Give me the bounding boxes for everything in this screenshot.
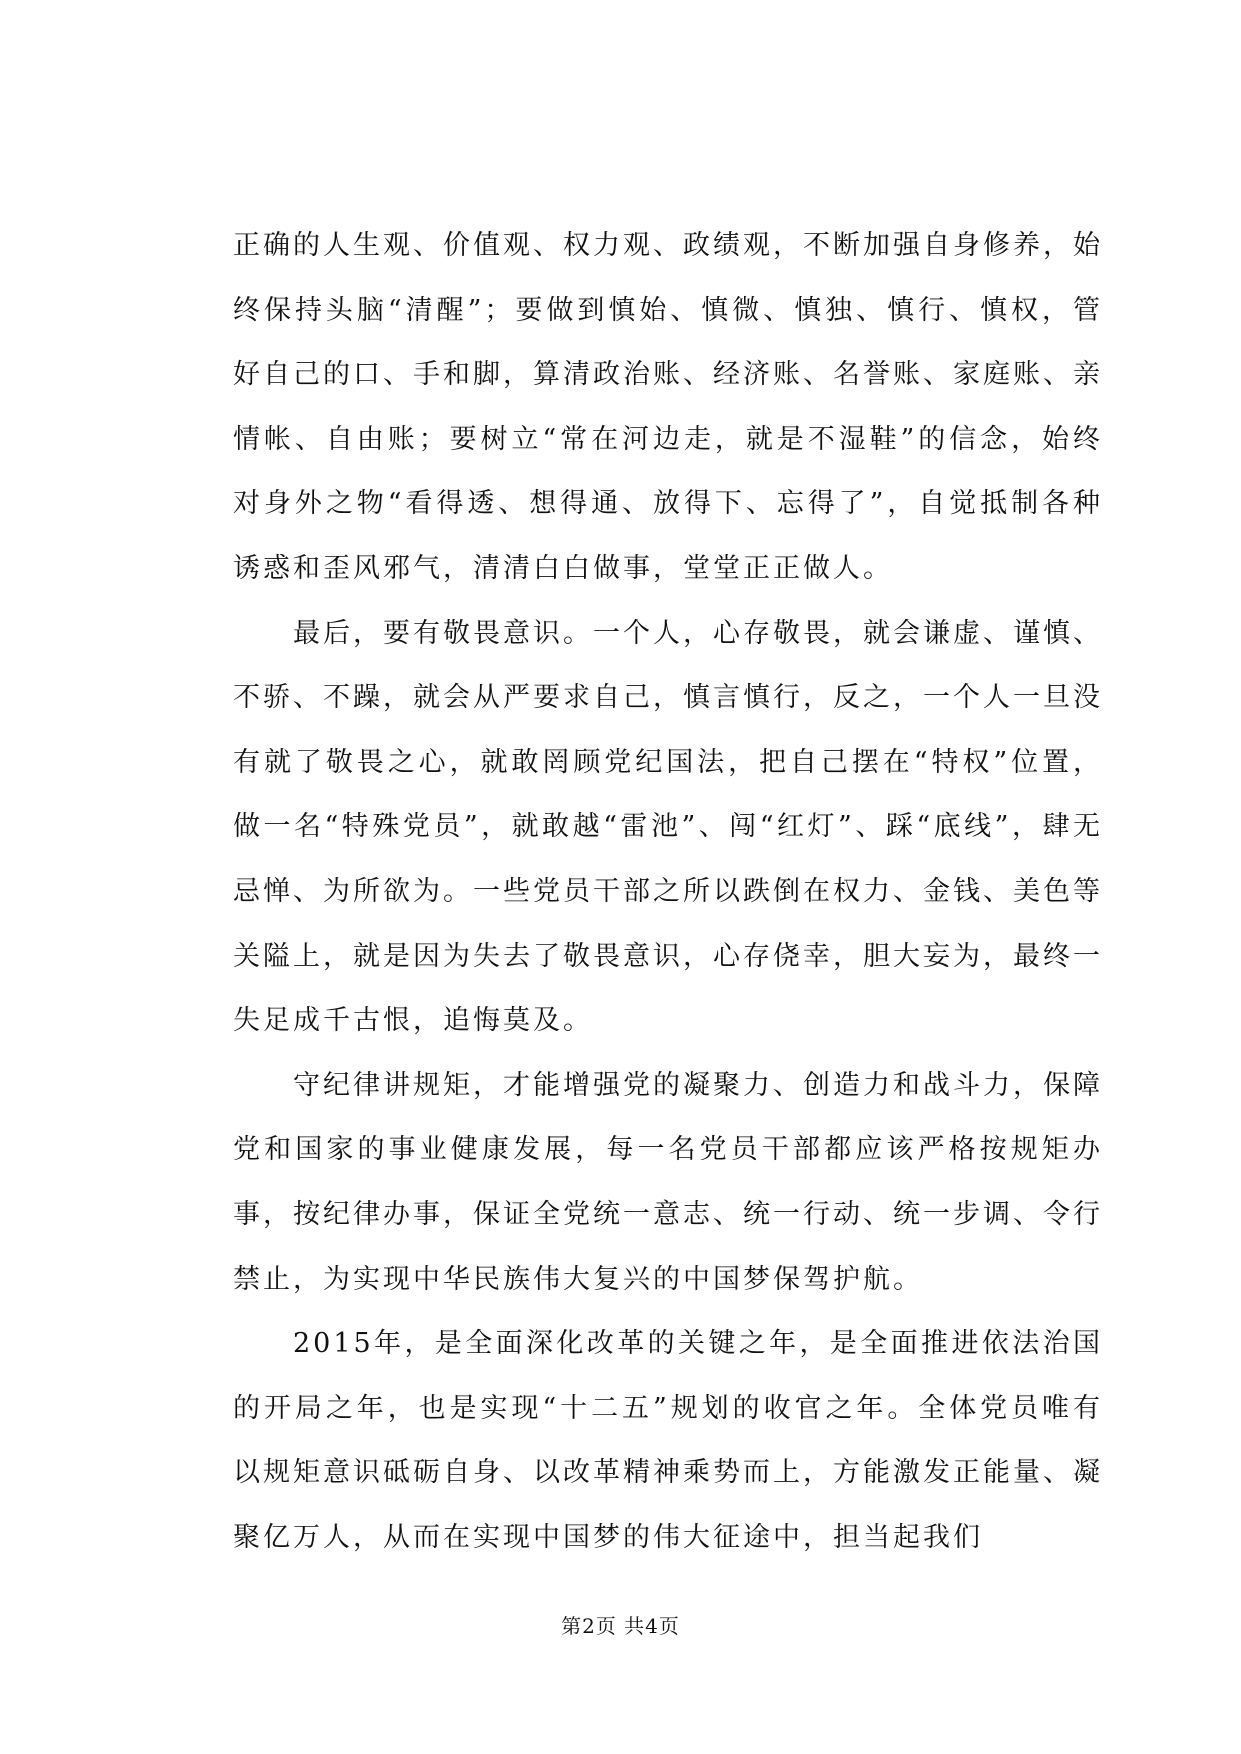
page-footer: 第2页 共4页 bbox=[561, 1614, 680, 1638]
paragraph-2: 最后，要有敬畏意识。一个人，心存敬畏，就会谦虚、谨慎、不骄、不躁，就会从严要求自己，慎言慎行，反之，一个人一旦没有就了敬畏之心，就敢罔顾党纪国法，把自己摆在“特权”位置，做一名“特殊党员”，就敢越“雷池”、闯“红灯”、踩“底线”，肆无忌惮、为所欲为。一些党员干部之所以跌倒在权力、金钱、美色等关隘上，就是因为失去了敬畏意识，心存侥幸，胆大妄为，最终一失足成千古恨，追悔莫及。 bbox=[233, 617, 1103, 1037]
paragraph-1: 正确的人生观、价值观、权力观、政绩观，不断加强自身修养，始终保持头脑“清醒”；要做到慎始、慎微、慎独、慎行、慎权，管好自己的口、手和脚，算清政治账、经济账、名誉账、家庭账、亲情帐、自由账；要树立“常在河边走，就是不湿鞋”的信念，始终对身外之物“看得透、想得通、放得下、忘得了”，自觉抵制各种诱惑和歪风邪气，清清白白做事，堂堂正正做人。 bbox=[233, 230, 1103, 584]
paragraph-3: 守纪律讲规矩，才能增强党的凝聚力、创造力和战斗力，保障党和国家的事业健康发展，每一名党员干部都应该严格按规矩办事，按纪律办事，保证全党统一意志、统一行动、统一步调、令行禁止，为实现中华民族伟大复兴的中国梦保驾护航。 bbox=[233, 1069, 1103, 1295]
paragraph-4: 2015年，是全面深化改革的关键之年，是全面推进依法治国的开局之年，也是实现“十二五”规划的收官之年。全体党员唯有以规矩意识砥砺自身、以改革精神乘势而上，方能激发正能量、凝聚亿万人，从而在实现中国梦的伟大征途中，担当起我们 bbox=[233, 1328, 1103, 1553]
document-body bbox=[233, 214, 1103, 1570]
